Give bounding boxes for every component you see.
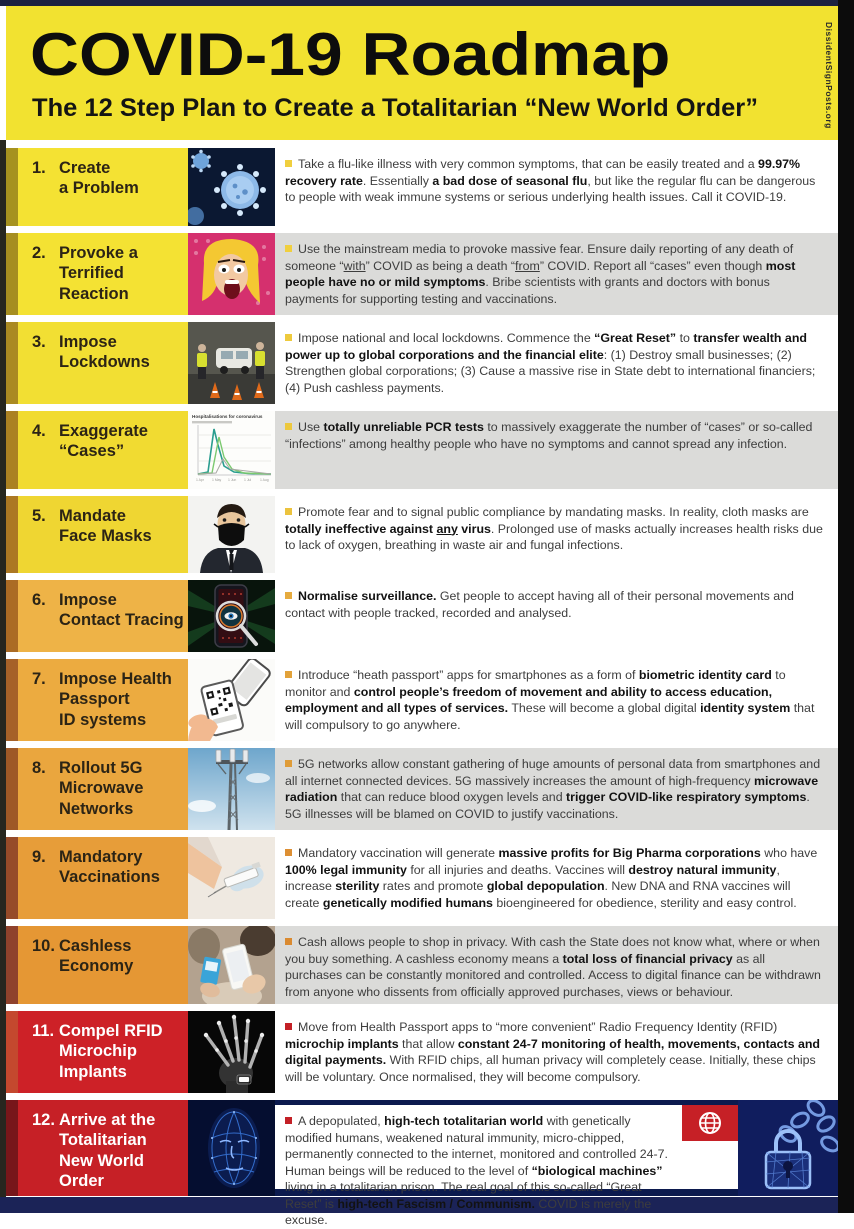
- step-row-6: [6, 580, 838, 652]
- step-title-5: 5. Mandate Face Masks: [18, 496, 188, 573]
- step-title-8: 8. Rollout 5G Microwave Networks: [18, 748, 188, 830]
- screaming-woman-image: [188, 233, 275, 315]
- bullet-square: [285, 245, 292, 252]
- step-row-8: [6, 748, 838, 830]
- cell-tower-image: [188, 748, 275, 830]
- step-row-11: [6, 1011, 838, 1093]
- svg-text:Hospitalisations for coronavir: Hospitalisations for coronavirus: [192, 414, 263, 419]
- bullet-square: [285, 508, 292, 515]
- svg-text:1 May: 1 May: [212, 478, 222, 482]
- bullet-square: [285, 849, 292, 856]
- step-text-1: Take a flu-like illness with very common symptoms, that can be easily treated and a 99.97% recovery rate. Essentially a bad dose of seasonal flu, but like the regular flu can be dangerous to people with weak immune systems or serious underlying health issues. Call it COVID-19.: [275, 148, 838, 226]
- accent-strip: [6, 411, 18, 489]
- step-title-1: 1. Create a Problem: [18, 148, 188, 226]
- svg-text:1 Jun: 1 Jun: [228, 478, 237, 482]
- accent-strip: [6, 496, 18, 573]
- step-text-9: Mandatory vaccination will generate massive profits for Big Pharma corporations who have 100% legal immunity for all injuries and deaths. Vaccines will destroy natural immunity, increase sterility rates and promote global depopulation. New DNA and RNA vaccines will create genetically modified humans bioengineered for obedience, sterility and easy control.: [275, 837, 838, 919]
- vaccination-image: [188, 837, 275, 919]
- step-title-6: 6. Impose Contact Tracing: [18, 580, 188, 652]
- step-row-4: [6, 411, 838, 489]
- accent-strip: [6, 233, 18, 315]
- svg-text:1 Jul: 1 Jul: [244, 478, 252, 482]
- step-text-8: 5G networks allow constant gathering of huge amounts of personal data from smartphones and all internet connected devices. 5G massively increases the amount of high-frequency microwave radiation that can reduce blood oxygen levels and trigger COVID-like respiratory symptoms. 5G illnesses will be blamed on COVID to justify vaccinations.: [275, 748, 838, 830]
- accent-strip: [6, 659, 18, 741]
- accent-strip: [6, 322, 18, 404]
- surveillance-eye-image: [188, 580, 275, 652]
- step-title-12: 12. Arrive at the Totalitarian New World Order: [18, 1100, 188, 1196]
- step-title-9: 9. Mandatory Vaccinations: [18, 837, 188, 919]
- svg-text:1 Apr: 1 Apr: [196, 478, 204, 482]
- step-title-2: 2. Provoke a Terrified Reaction: [18, 233, 188, 315]
- step-row-3: [6, 322, 838, 404]
- bullet-square: [285, 760, 292, 767]
- bullet-square: [285, 1023, 292, 1030]
- step-row-7: [6, 659, 838, 741]
- bullet-square: [285, 592, 292, 599]
- accent-strip: [6, 148, 18, 226]
- step-title-11: 11. Compel RFID Microchip Implants: [18, 1011, 188, 1093]
- digital-padlock-image: [738, 1100, 838, 1196]
- bullet-square: [285, 1117, 292, 1124]
- right-border: [838, 0, 854, 1213]
- step-text-4: Use totally unreliable PCR tests to massively exaggerate the number of “cases” or so-called “infections” among healthy people who have no symptoms and cannot spread any infection.: [275, 411, 838, 489]
- step-text-2: Use the mainstream media to provoke massive fear. Ensure daily reporting of any death of someone “with” COVID as being a death “from” COVID. Report all “cases” even though most people have no or mild symptoms. Bribe scientists with grants and doctors with bonus payments for supporting testing and vaccinations.: [275, 233, 838, 315]
- step-text-7: Introduce “heath passport” apps for smartphones as a form of biometric identity card to monitor and control people’s freedom of movement and ability to access education, employment and all types of services. These will become a global digital identity system that will compulsory to go anywhere.: [275, 659, 838, 741]
- header: [6, 6, 838, 140]
- qr-passport-image: [188, 659, 275, 741]
- bullet-square: [285, 423, 292, 430]
- step-text-10: Cash allows people to shop in privacy. With cash the State does not know what, where or when you buy something. A cashless economy means a total loss of financial privacy as all purchases can be constantly monitored and controlled. Access to digital finance can be withdrawn from anyone who dissents from officially approved purchases, views or behaviour.: [275, 926, 838, 1004]
- step-row-1: [6, 148, 838, 226]
- step-row-9: [6, 837, 838, 919]
- police-checkpoint-image: [188, 322, 275, 404]
- accent-strip: [6, 580, 18, 652]
- step-row-5: [6, 496, 838, 573]
- step-text-12: A depopulated, high-tech totalitarian world with genetically modified humans, weakened natural immunity, micro-chipped, permanently connected to the internet, monitored and controlled 24-7. Human beings will be reduced to the level of “biological machines” living in a totalitarian prison. The real goal of this so-called “Great Reset” is high-tech Fascism / Communism. COVID is merely the excuse.: [275, 1105, 738, 1189]
- page-subtitle: The 12 Step Plan to Create a Totalitarian “New World Order”: [32, 94, 758, 122]
- accent-strip: [6, 1011, 18, 1093]
- phone-payment-image: [188, 926, 275, 1004]
- step-text-3: Impose national and local lockdowns. Commence the “Great Reset” to transfer wealth and power up to global corporations and the financial elite: (1) Destroy small businesses; (2) Strengthen global corporations; (3) Cause a massive rise in State debt to international financiers; (4) Push cashless payments.: [275, 322, 838, 404]
- bullet-square: [285, 160, 292, 167]
- step-title-4: 4. Exaggerate “Cases”: [18, 411, 188, 489]
- site-credit: DissidentSignPosts.org: [824, 22, 834, 129]
- accent-strip: [6, 926, 18, 1004]
- svg-text:1 Aug: 1 Aug: [260, 478, 269, 482]
- accent-strip: [6, 748, 18, 830]
- xray-hand-image: [188, 1011, 275, 1093]
- masked-man-image: [188, 496, 275, 573]
- accent-strip: [6, 837, 18, 919]
- accent-strip: [6, 1100, 18, 1196]
- step-title-7: 7. Impose Health Passport ID systems: [18, 659, 188, 741]
- step-row-12: [6, 1100, 838, 1227]
- steps-list: [6, 148, 838, 1227]
- step-text-6: Normalise surveillance. Get people to accept having all of their personal movements and contact with people tracked, recorded and analysed.: [275, 580, 838, 652]
- digital-face-image: [188, 1100, 275, 1196]
- page-title: COVID-19 Roadmap: [30, 21, 671, 88]
- bullet-square: [285, 671, 292, 678]
- step-title-10: 10. Cashless Economy: [18, 926, 188, 1004]
- bullet-square: [285, 334, 292, 341]
- coronavirus-image: [188, 148, 275, 226]
- hospitalisations-chart-image: [188, 411, 275, 489]
- step-text-5: Promote fear and to signal public compliance by mandating masks. In reality, cloth masks are totally ineffective against any virus. Prolonged use of masks actually increases health risks due to lack of oxygen, breathing in waste air and fungal infections.: [275, 496, 838, 573]
- bullet-square: [285, 938, 292, 945]
- step-text-11: Move from Health Passport apps to “more convenient” Radio Frequency Identity (RFID) microchip implants that allow constant 24-7 monitoring of health, movements, contacts and digital payments. With RFID chips, all human privacy will completely cease. Initially, these chips will be voluntary. Once normalised, they will become compulsory.: [275, 1011, 838, 1093]
- globe-tab: [682, 1105, 738, 1141]
- step-row-10: [6, 926, 838, 1004]
- step-row-2: [6, 233, 838, 315]
- step-title-3: 3. Impose Lockdowns: [18, 322, 188, 404]
- globe-icon: [697, 1110, 723, 1136]
